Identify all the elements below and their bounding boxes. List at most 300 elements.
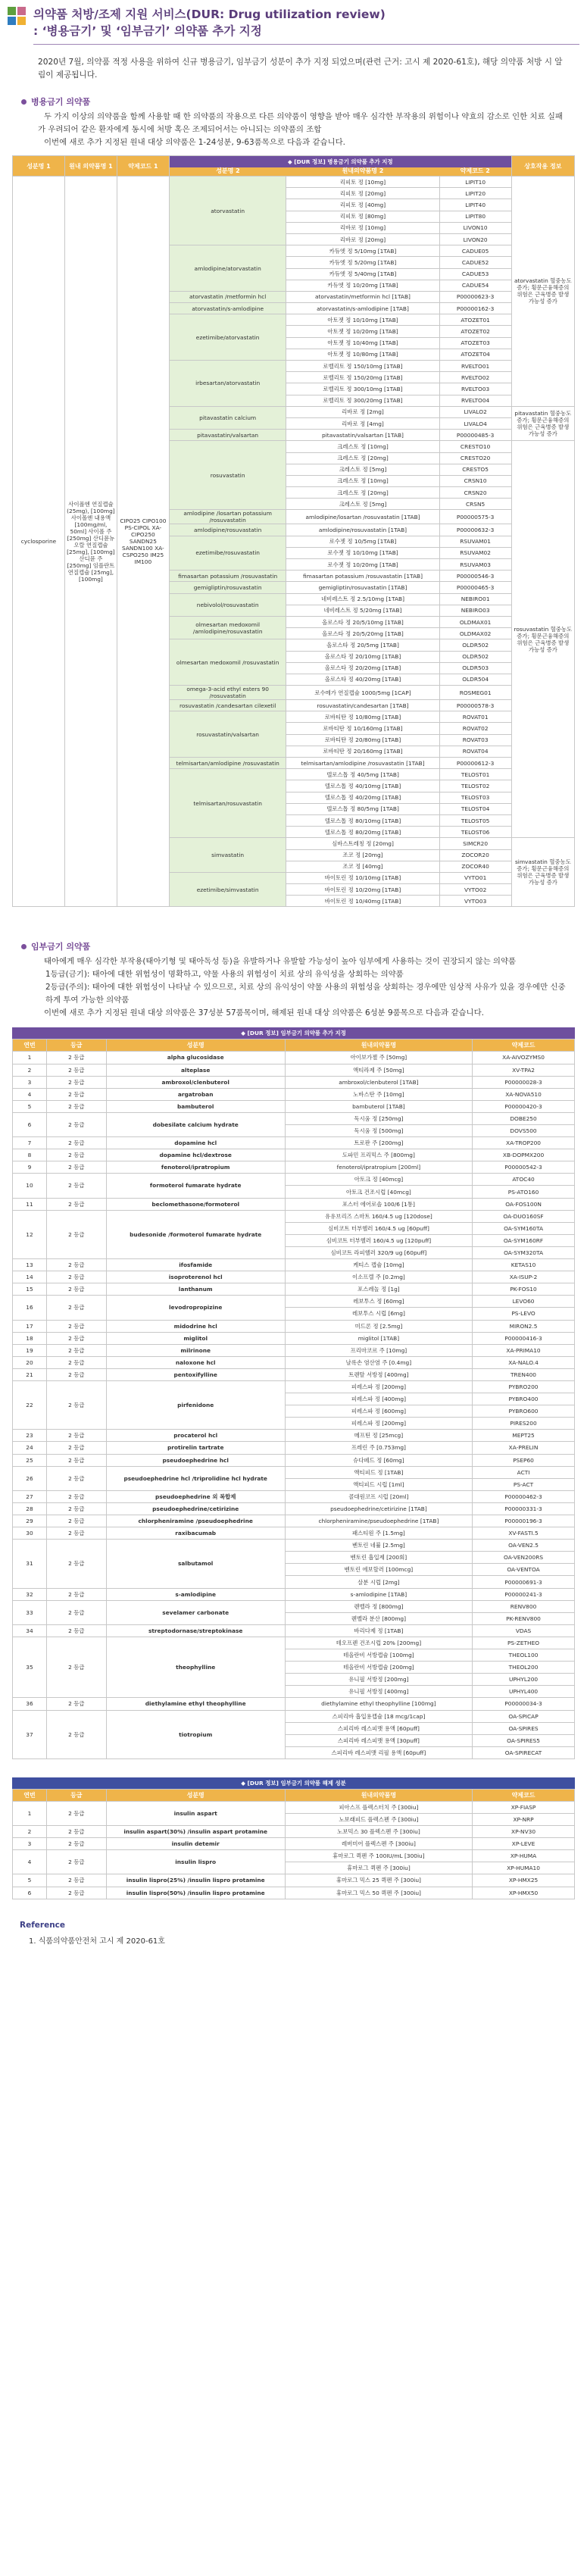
- drug-2-cell: 카듀엣 정 5/20mg [1TAB]: [286, 257, 439, 268]
- header-squares-icon: [17, 17, 26, 25]
- code-2-cell: TELOST04: [439, 803, 511, 814]
- code-cell: XA-AIVOZYMS0: [473, 1052, 575, 1064]
- drug-cell: pseudoephedrine/cetirizine [1TAB]: [285, 1502, 472, 1515]
- index-cell: 1: [13, 1052, 47, 1064]
- code-2-cell: VYTO03: [439, 896, 511, 907]
- drug-cell: 유니필 서방정 [400mg]: [285, 1686, 472, 1698]
- index-cell: 15: [13, 1283, 47, 1296]
- section-bullet-icon: [21, 99, 27, 105]
- ingredient-cell: insulin detemir: [106, 1838, 285, 1850]
- grade-cell: 2 등급: [46, 1698, 106, 1710]
- ingredient-cell: pseudoephedrine hcl /triprolidine hcl hydrate: [106, 1466, 285, 1490]
- code-2-cell: SIMCR20: [439, 838, 511, 849]
- table-row: [13, 1540, 575, 1552]
- code-cell: P00000420-3: [473, 1100, 575, 1112]
- code-cell: OA-VEN200RS: [473, 1552, 575, 1564]
- interaction-cell: pitavastatin 혈중농도 증가; 횡문근융해증의 위험은 근육병증 발생 가능성 증가: [511, 406, 574, 441]
- code-2-cell: TELOST01: [439, 769, 511, 780]
- ingredient-cell: raxibacumab: [106, 1527, 285, 1540]
- code-2-cell: CRSN10: [439, 475, 511, 486]
- ingredient-cell: beclomethasone/formoterol: [106, 1198, 285, 1210]
- drug-cell: diethylamine ethyl theophylline [100mg]: [285, 1698, 472, 1710]
- code-cell: THEOL200: [473, 1662, 575, 1674]
- code-cell: PYBRO400: [473, 1393, 575, 1405]
- ingredient-cell: procaterol hcl: [106, 1430, 285, 1442]
- code-2-cell: TELOST03: [439, 792, 511, 803]
- drug-cell: 노보래피드 플렉스펜 주 [300iu]: [285, 1813, 472, 1825]
- drug-cell: 레버미어 플렉스펜 주 [300iu]: [285, 1838, 472, 1850]
- code-2-cell: CADUE52: [439, 257, 511, 268]
- code-2-cell: RSUVAM02: [439, 547, 511, 558]
- table-row: [13, 1064, 575, 1076]
- code-2-cell: CRESTO10: [439, 441, 511, 452]
- drug-2-cell: gemigliptin/rosuvastatin [1TAB]: [286, 582, 439, 593]
- drug-cell: 스피리바 레스피맷 용액 [60puff]: [285, 1722, 472, 1734]
- table-row: [13, 1283, 575, 1296]
- drug-2-cell: 로수메가 연질캡슐 1000/5mg [1CAP]: [286, 686, 439, 700]
- code-2-cell: OLDMAX02: [439, 628, 511, 639]
- drug-2-cell: telmisartan/amlodipine /rosuvastatin [1TAB]: [286, 758, 439, 769]
- table-row: [13, 1271, 575, 1283]
- drug-cell: 심비코트 라피헬러 320/9 ug [60puff]: [285, 1246, 472, 1258]
- table-row: [13, 1600, 575, 1612]
- index-cell: 10: [13, 1174, 47, 1198]
- drug-cell: 포스레놀 정 [1g]: [285, 1283, 472, 1296]
- code-cell: PYBRO600: [473, 1405, 575, 1418]
- code-cell: XA-PRIMA10: [473, 1344, 575, 1356]
- code-cell: XP-LEVE: [473, 1838, 575, 1850]
- ingredient-2-cell: fimasartan potassium /rosuvastatin: [169, 571, 286, 582]
- index-cell: 16: [13, 1296, 47, 1320]
- index-cell: 9: [13, 1161, 47, 1174]
- table-row: [13, 1161, 575, 1174]
- ingredient-2-cell: rosuvastatin /candesartan cilexetil: [169, 700, 286, 711]
- page-title: 의약품 처방/조제 지원 서비스(DUR: Drug utilization review): [33, 8, 386, 21]
- table-row: [13, 1637, 575, 1649]
- table-row: [13, 1502, 575, 1515]
- ingredient-cell: diethylamine ethyl theophylline: [106, 1698, 285, 1710]
- drug-cell: 벤토린 네뷸 [2.5mg]: [285, 1540, 472, 1552]
- ingredient-cell: insulin aspart(30%) /insulin aspart protamine: [106, 1826, 285, 1838]
- drug-2-cell: 바이토린 정 10/20mg [1TAB]: [286, 884, 439, 896]
- index-cell: 6: [13, 1112, 47, 1136]
- drug-2-cell: 로바티탄 정 10/80mg [1TAB]: [286, 711, 439, 723]
- drug-cell: 유니필 서방정 [200mg]: [285, 1674, 472, 1686]
- drug-2-cell: fimasartan potassium /rosuvastatin [1TAB]: [286, 571, 439, 582]
- grade-cell: 2 등급: [46, 1637, 106, 1697]
- code-2-cell: ATOZET02: [439, 326, 511, 337]
- code-2-cell: ROVAT02: [439, 723, 511, 734]
- ingredient-cell: argatroban: [106, 1088, 285, 1100]
- table-row: [13, 1344, 575, 1356]
- ingredient-2-cell: olmesartan medoxomil /rosuvastatin: [169, 639, 286, 686]
- drug-cell: 슈다페드 정 [60mg]: [285, 1454, 472, 1466]
- table-row: [13, 1368, 575, 1380]
- drug-2-cell: 리바로 정 [20mg]: [286, 233, 439, 245]
- ingredient-2-cell: rosuvastatin/valsartan: [169, 711, 286, 758]
- pregnancy-added-table: [12, 1039, 575, 1758]
- code-cell: XA-NOVA510: [473, 1088, 575, 1100]
- grade-cell: 2 등급: [46, 1210, 106, 1258]
- table-header-cell: 연번: [13, 1039, 47, 1052]
- ingredient-2-cell: amlodipine/rosuvastatin: [169, 524, 286, 536]
- code-2-cell: ATOZET04: [439, 349, 511, 360]
- grade-cell: 2 등급: [46, 1149, 106, 1161]
- table-row: [13, 1149, 575, 1161]
- drug-2-cell: 올로스타 정 20/5/20mg [1TAB]: [286, 628, 439, 639]
- code-2-cell: RSUVAM03: [439, 559, 511, 571]
- code-cell: P00000691-3: [473, 1576, 575, 1588]
- table-row: [13, 1174, 575, 1186]
- header-squares-icon: [17, 7, 26, 15]
- table-contraindication: [12, 155, 575, 907]
- grade-cell: 2 등급: [46, 1826, 106, 1838]
- drug-2-cell: 카듀엣 정 5/10mg [1TAB]: [286, 245, 439, 257]
- index-cell: 4: [13, 1088, 47, 1100]
- interaction-cell: atorvastatin 혈중농도 증가; 횡문근융해증의 위험은 근육병증 발생 가능성 증가: [511, 177, 574, 407]
- code-cell: PS-ZETHEO: [473, 1637, 575, 1649]
- drug-2-cell: 심바스트레칭 정 [20mg]: [286, 838, 439, 849]
- table-header-cell: 성분명: [106, 1789, 285, 1801]
- table-row: [13, 1838, 575, 1850]
- index-cell: 4: [13, 1850, 47, 1874]
- grade-cell: 2 등급: [46, 1466, 106, 1490]
- drug-cell: 피레스파 정 [600mg]: [285, 1405, 472, 1418]
- code-2-cell: OLDR503: [439, 662, 511, 674]
- code-cell: MIRON2.5: [473, 1320, 575, 1332]
- section-heading-pregnancy: [21, 940, 579, 952]
- table-header-cell: 원내의약품명: [285, 1789, 472, 1801]
- ingredient-cell: midodrine hcl: [106, 1320, 285, 1332]
- table-header-cell: 약제코드 2: [460, 167, 490, 174]
- table-row: [13, 1112, 575, 1124]
- drug-2-cell: 로바티탄 정 20/80mg [1TAB]: [286, 734, 439, 746]
- ingredient-cell: ifosfamide: [106, 1259, 285, 1271]
- table-row: [13, 1442, 575, 1454]
- ingredient-2-cell: nebivolol/rosuvastatin: [169, 593, 286, 616]
- index-cell: 3: [13, 1076, 47, 1088]
- drug-cell: 피아스프 플렉스터치 주 [300iu]: [285, 1801, 472, 1813]
- drug-2-cell: 텔로스톱 정 40/5mg [1TAB]: [286, 769, 439, 780]
- code-cell: ATOC40: [473, 1174, 575, 1186]
- contraindication-table: [12, 155, 575, 907]
- ingredient-2-cell: telmisartan/rosuvastatin: [169, 769, 286, 838]
- table-row: [13, 1320, 575, 1332]
- index-cell: 22: [13, 1380, 47, 1429]
- table-row: [13, 1490, 575, 1502]
- drug-2-cell: 로벨리토 정 300/20mg [1TAB]: [286, 395, 439, 406]
- drug-cell: 휴마로그 믹스 25 퀵펜 주 [300iu]: [285, 1874, 472, 1887]
- code-cell: OA-SYM320TA: [473, 1246, 575, 1258]
- ingredient-cell: insulin lispro: [106, 1850, 285, 1874]
- code-2-cell: OLDR502: [439, 651, 511, 662]
- code-cell: UPHYL400: [473, 1686, 575, 1698]
- code-cell: XA-PRELIN: [473, 1442, 575, 1454]
- section-title: 병용금기 의약품: [31, 97, 91, 107]
- ingredient-cell: protirelin tartrate: [106, 1442, 285, 1454]
- index-cell: 27: [13, 1490, 47, 1502]
- index-cell: 3: [13, 1838, 47, 1850]
- ingredient-cell: budesonide /formoterol fumarate hydrate: [106, 1210, 285, 1258]
- code-2-cell: CRESTO5: [439, 464, 511, 475]
- grade-cell: 2 등급: [46, 1527, 106, 1540]
- code-cell: P00000028-3: [473, 1076, 575, 1088]
- drug-2-cell: 카듀엣 정 5/40mg [1TAB]: [286, 268, 439, 280]
- drug-cell: 트렌탈 서방정 [400mg]: [285, 1368, 472, 1380]
- drug-2-cell: 크레스토 정 [5mg]: [286, 464, 439, 475]
- table-header-cell: 원내의약품명 2: [342, 167, 384, 174]
- code-cell: XB-DOPMX200: [473, 1149, 575, 1161]
- code-2-cell: CADUE05: [439, 245, 511, 257]
- ingredient-2-cell: olmesartan medoxomil /amlodipine/rosuvastatin: [169, 616, 286, 639]
- drug-cell: 패스티원 주 [1.5mg]: [285, 1527, 472, 1540]
- drug-cell: 피레스파 정 [400mg]: [285, 1393, 472, 1405]
- grade-cell: 2 등급: [46, 1368, 106, 1380]
- grade-cell: 2 등급: [46, 1344, 106, 1356]
- ingredient-2-cell: simvastatin: [169, 838, 286, 873]
- grade-cell: 2 등급: [46, 1332, 106, 1344]
- index-cell: 32: [13, 1588, 47, 1600]
- table-row: [13, 1380, 575, 1393]
- index-cell: 29: [13, 1515, 47, 1527]
- grade-cell: 2 등급: [46, 1100, 106, 1112]
- table-row: [13, 1332, 575, 1344]
- code-cell: P00000196-3: [473, 1515, 575, 1527]
- drug-2-cell: 크레스토 정 [10mg]: [286, 475, 439, 486]
- code-2-cell: CRSN20: [439, 487, 511, 499]
- table-row: [13, 1874, 575, 1887]
- drug-cell: 유유브리즈 스마트 160/4.5 ug [120dose]: [285, 1210, 472, 1222]
- drug-2-cell: 크레스토 정 [20mg]: [286, 487, 439, 499]
- code-cell: TREN400: [473, 1368, 575, 1380]
- grade-cell: 2 등급: [46, 1801, 106, 1825]
- table-pregnancy-removed: [12, 1777, 575, 1899]
- reference-title: Reference: [20, 1920, 66, 1930]
- index-cell: 8: [13, 1149, 47, 1161]
- code-cell: MEPT25: [473, 1430, 575, 1442]
- drug-2-cell: amlodipine/rosuvastatin [1TAB]: [286, 524, 439, 536]
- table-banner: ◆ [DUR 정보] 병용금기 의약품 추가 지정: [170, 156, 511, 167]
- paragraph: 두 가지 이상의 의약품을 함께 사용할 때 한 의약품의 작용으로 다른 의약품이 영향을 받아 매우 심각한 부작용의 위험이나 약효의 감소로 인한 치료 실패가 우려되어 같은 환자에게 동시에 처방 혹은 조제되어서는 아니되는 의약품의 조합: [38, 112, 563, 134]
- drug-2-cell: 크레스토 정 [20mg]: [286, 452, 439, 464]
- intro-text: 2020년 7월, 의약품 적정 사용을 위하여 신규 병용금기, 임부금기 성분이 추가 지정 되었으며(관련 근거: 고시 제 2020-61호), 해당 의약품 처방 시 알림이 제공됩니다.: [38, 58, 563, 80]
- grade-cell: 2 등급: [46, 1064, 106, 1076]
- ingredient-2-cell: irbesartan/atorvastatin: [169, 361, 286, 407]
- code-cell: PSEP60: [473, 1454, 575, 1466]
- drug-2-cell: 아토젯 정 10/40mg [1TAB]: [286, 337, 439, 349]
- section2-text: [8, 952, 579, 1020]
- code-cell: OA-SPIRES5: [473, 1734, 575, 1746]
- code-cell: PK-FOS10: [473, 1283, 575, 1296]
- table-header-cell: 성분명: [106, 1039, 285, 1052]
- code-cell: UPHYL200: [473, 1674, 575, 1686]
- table-row: [13, 1466, 575, 1478]
- ingredient-cell: tiotropium: [106, 1710, 285, 1758]
- drug-cell: 이소프렐 주 [0.2mg]: [285, 1271, 472, 1283]
- drug-cell: 스피리바 레스피맷 리필 용액 [60puff]: [285, 1746, 472, 1758]
- paragraph: 이번에 새로 추가 지정된 원내 대상 의약품은 37성분 57품목이며, 해제된 원내 대상 의약품은 6성분 9품목으로 다음과 같습니다.: [44, 1008, 484, 1018]
- drug-2-cell: 텔로스톱 정 80/20mg [1TAB]: [286, 827, 439, 838]
- ingredient-cell: formoterol fumarate hydrate: [106, 1174, 285, 1198]
- drug-cell: chlorpheniramine/pseudoephedrine [1TAB]: [285, 1515, 472, 1527]
- ingredient-cell: alpha glucosidase: [106, 1052, 285, 1064]
- table-row: [13, 1624, 575, 1637]
- drug-cell: 피레스파 정 [200mg]: [285, 1380, 472, 1393]
- index-cell: 36: [13, 1698, 47, 1710]
- code-1-cell: CIPO25 CIPO100 PS-CIPOL XA-CIPO250 SANDN25 SANDN100 XA-CSPO250 IM25 IM100: [117, 177, 169, 907]
- section-bullet-icon: [21, 944, 27, 949]
- code-2-cell: OLDR502: [439, 639, 511, 651]
- table-row: [13, 1088, 575, 1100]
- ingredient-cell: streptodornase/streptokinase: [106, 1624, 285, 1637]
- drug-cell: 트로판 주 [200mg]: [285, 1137, 472, 1149]
- drug-cell: 테오프렌 건조시럽 20% [200mg]: [285, 1637, 472, 1649]
- drug-cell: 테올란비 서방캡슐 [200mg]: [285, 1662, 472, 1674]
- table-banner: ◆ [DUR 정보] 임부금기 의약품 추가 지정: [12, 1027, 575, 1039]
- grade-cell: 2 등급: [46, 1088, 106, 1100]
- code-cell: ACTI: [473, 1466, 575, 1478]
- drug-2-cell: 바이토린 정 10/40mg [1TAB]: [286, 896, 439, 907]
- table-row: [13, 1698, 575, 1710]
- grade-cell: 2 등급: [46, 1137, 106, 1149]
- drug-cell: 액티피드 시럽 [1ml]: [285, 1478, 472, 1490]
- table-header-cell: 성분명 2: [216, 167, 240, 174]
- ingredient-2-cell: atorvastatin/s-amlodipine: [169, 303, 286, 314]
- code-2-cell: OLDR504: [439, 674, 511, 685]
- code-2-cell: LIVON20: [439, 233, 511, 245]
- drug-2-cell: 네비레스트 정 2.5/10mg [1TAB]: [286, 593, 439, 605]
- code-cell: PS-ACT: [473, 1478, 575, 1490]
- code-cell: XP-HMX25: [473, 1874, 575, 1887]
- drug-2-cell: 텔로스톱 정 80/5mg [1TAB]: [286, 803, 439, 814]
- table-row: [13, 1527, 575, 1540]
- ingredient-2-cell: amlodipine /losartan potassium /rosuvastatin: [169, 510, 286, 524]
- ingredient-cell: alteplase: [106, 1064, 285, 1076]
- drug-cell: 벤토린 에보할러 [100mcg]: [285, 1564, 472, 1576]
- drug-cell: 콜대원코프 시럽 [20ml]: [285, 1490, 472, 1502]
- index-cell: 30: [13, 1527, 47, 1540]
- code-2-cell: CADUE53: [439, 268, 511, 280]
- table-header-cell: 성분명 1: [13, 156, 65, 177]
- ingredient-cell: pirfenidone: [106, 1380, 285, 1429]
- drug-cell: 피레스파 정 [200mg]: [285, 1418, 472, 1430]
- grade-cell: 2 등급: [46, 1271, 106, 1283]
- drug-cell: 독시움 정 [500mg]: [285, 1125, 472, 1137]
- code-2-cell: P00000632-3: [439, 524, 511, 536]
- code-2-cell: LIPIT80: [439, 211, 511, 222]
- grade-cell: 2 등급: [46, 1454, 106, 1466]
- page-subtitle: : ‘병용금기’ 및 ‘임부금기’ 의약품 추가 지정: [33, 24, 262, 38]
- ingredient-cell: bambuterol: [106, 1100, 285, 1112]
- code-cell: LEVO60: [473, 1296, 575, 1308]
- reference-item: 1. 식품의약품안전처 고시 제 2020-61호: [29, 1937, 165, 1946]
- code-cell: OA-SPIRECAT: [473, 1746, 575, 1758]
- drug-2-cell: 올로스타 정 20/5mg [1TAB]: [286, 639, 439, 651]
- grade-cell: 2 등급: [46, 1259, 106, 1271]
- table-row: [13, 1887, 575, 1899]
- ingredient-2-cell: pitavastatin/valsartan: [169, 430, 286, 441]
- drug-2-cell: 바이토린 정 10/10mg [1TAB]: [286, 872, 439, 883]
- drug-2-cell: 로바티탄 정 10/160mg [1TAB]: [286, 723, 439, 734]
- code-cell: P00000331-3: [473, 1502, 575, 1515]
- code-2-cell: RVELTO02: [439, 372, 511, 383]
- code-cell: OA-SPICAP: [473, 1710, 575, 1722]
- drug-cell: 노바스탄 주 [10mg]: [285, 1088, 472, 1100]
- drug-2-cell: 크레스토 정 [10mg]: [286, 441, 439, 452]
- drug-2-cell: 텔로스톱 정 40/10mg [1TAB]: [286, 780, 439, 792]
- code-2-cell: CRESTO20: [439, 452, 511, 464]
- grade-cell: 2 등급: [46, 1540, 106, 1588]
- index-cell: 13: [13, 1259, 47, 1271]
- grade-cell: 2 등급: [46, 1624, 106, 1637]
- code-cell: XP-HUMA: [473, 1850, 575, 1862]
- drug-cell: 액티피드 정 [1TAB]: [285, 1466, 472, 1478]
- grade-cell: 2 등급: [46, 1850, 106, 1874]
- title-divider: [33, 44, 579, 45]
- ingredient-cell: insulin aspart: [106, 1801, 285, 1825]
- drug-2-cell: 조코 정 [20mg]: [286, 849, 439, 861]
- ingredient-cell: pentoxifylline: [106, 1368, 285, 1380]
- paragraph: 이번에 새로 추가 지정된 원내 대상 의약품은 1-24성분, 9-63품목으로 다음과 같습니다.: [44, 138, 345, 147]
- code-2-cell: ATOZET03: [439, 337, 511, 349]
- index-cell: 31: [13, 1540, 47, 1588]
- drug-2-cell: 조코 정 [40mg]: [286, 861, 439, 872]
- drug-2-cell: 크레스토 정 [5mg]: [286, 499, 439, 510]
- index-cell: 5: [13, 1874, 47, 1887]
- drug-cell: 렌벨라 분산 [800mg]: [285, 1612, 472, 1624]
- drug-2-cell: 아토젯 정 10/20mg [1TAB]: [286, 326, 439, 337]
- code-2-cell: TELOST02: [439, 780, 511, 792]
- drug-2-cell: 올로스타 정 20/5/10mg [1TAB]: [286, 616, 439, 627]
- index-cell: 26: [13, 1466, 47, 1490]
- drug-2-cell: 올로스타 정 20/10mg [1TAB]: [286, 651, 439, 662]
- ingredient-cell: pseudoephedrine/cetirizine: [106, 1502, 285, 1515]
- table-pregnancy-added: [12, 1027, 575, 1758]
- drug-cell: 테올란비 서방캡슐 [100mg]: [285, 1649, 472, 1662]
- index-cell: 14: [13, 1271, 47, 1283]
- table-row: [13, 1588, 575, 1600]
- drug-cell: 메프틴 정 [25mcg]: [285, 1430, 472, 1442]
- drug-cell: 살분 시럽 [2mg]: [285, 1576, 472, 1588]
- table-header-cell: 원내 의약품명 1: [64, 156, 117, 177]
- code-2-cell: RVELTO04: [439, 395, 511, 406]
- header: [8, 0, 579, 50]
- drug-cell: 독시움 정 [250mg]: [285, 1112, 472, 1124]
- code-cell: XV-FASTI.5: [473, 1527, 575, 1540]
- table-row: [13, 1210, 575, 1222]
- code-cell: OA-DUO160SF: [473, 1210, 575, 1222]
- code-cell: XA-ISUP-2: [473, 1271, 575, 1283]
- code-2-cell: P00000465-3: [439, 582, 511, 593]
- ingredient-cell: pseudoephedrine hcl: [106, 1454, 285, 1466]
- drug-cell: 포스터 에어로솔 100/6 [1통]: [285, 1198, 472, 1210]
- ingredient-2-cell: amlodipine/atorvastatin: [169, 245, 286, 292]
- code-2-cell: TELOST05: [439, 814, 511, 826]
- code-cell: KETAS10: [473, 1259, 575, 1271]
- drug-2-cell: amlodipine/losartan /rosuvastatin [1TAB]: [286, 510, 439, 524]
- code-2-cell: RSUVAM01: [439, 536, 511, 547]
- drug-2-cell: 리피토 정 [20mg]: [286, 188, 439, 199]
- code-cell: OA-VENTOA: [473, 1564, 575, 1576]
- drug-cell: 케티스 캡슐 [10mg]: [285, 1259, 472, 1271]
- code-2-cell: NEBIRO03: [439, 605, 511, 616]
- code-2-cell: ATOZET01: [439, 314, 511, 326]
- drug-cell: 스피리바 흡입용캡슐 [18 mcg/1cap]: [285, 1710, 472, 1722]
- ingredient-cell: miglitol: [106, 1332, 285, 1344]
- interaction-cell: simvastatin 혈중농도 증가; 횡문근융해증의 위험은 근육병증 발생 가능성 증가: [511, 838, 574, 907]
- table-row: [13, 1100, 575, 1112]
- drug-2-cell: atorvastatin/metformin hcl [1TAB]: [286, 291, 439, 302]
